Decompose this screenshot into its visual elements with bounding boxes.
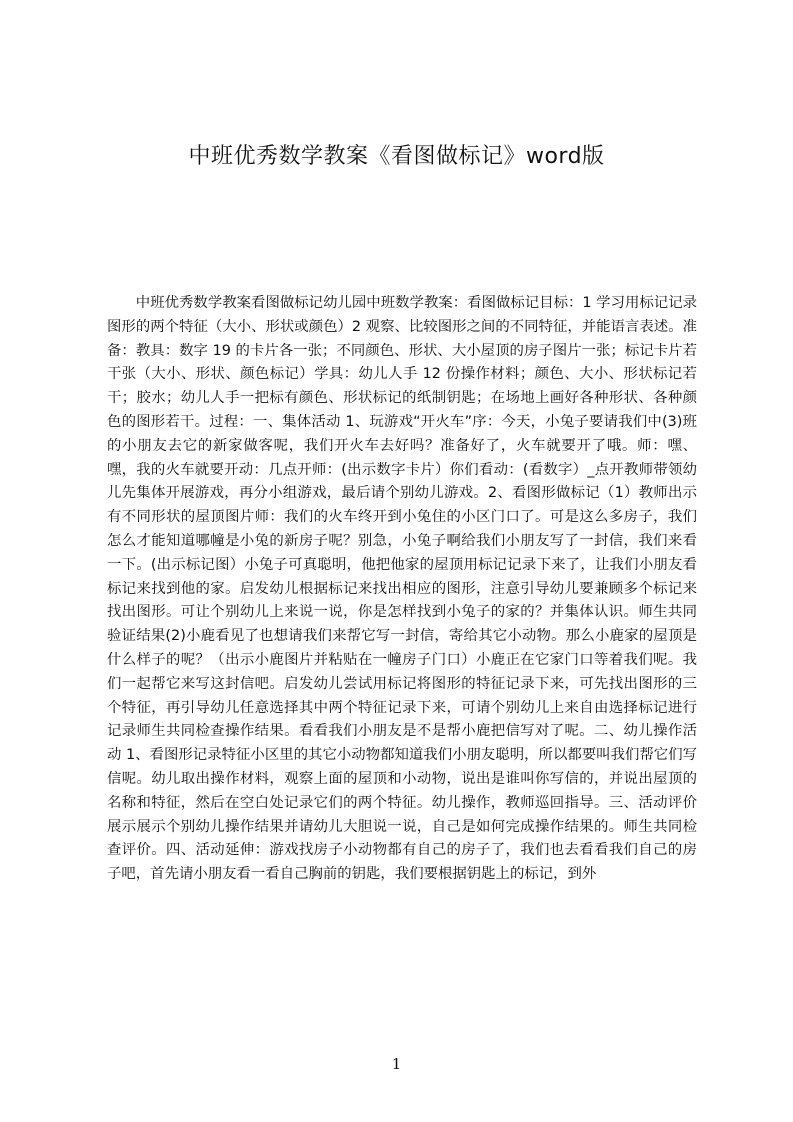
document-title: 中班优秀数学教案《看图做标记》word版 <box>188 144 605 169</box>
page-number: 1 <box>391 1055 402 1073</box>
body-paragraph: 中班优秀数学教案看图做标记幼儿园中班数学教案：看图做标记目标：1 学习用标记记录图形的两个特征（大小、形状或颜色）2 观察、比较图形之间的不同特征，并能语言表述。准备：教具：数字 19 的卡片各一张；不同颜色、形状、大小屋顶的房子图片一张；标记卡片若干张（大小、形状、颜色标记）学具：幼儿人手 12 份操作材料；颜色、大小、形状标记若干；胶水；幼儿人手一把标有颜色、形状标记的纸制钥匙；在场地上画好各种形状、各种颜色的图形若干。过程：一、集体活动 1、玩游戏“开火车”序：今天，小兔子要请我们中(3)班的小朋友去它的新家做客呢，我们开火车去好吗？准备好了，火车就要开了哦。师：嘿、嘿，我的火车就要开动：几点开师：(出示数字卡片）你们看动：(看数字）_点开教师带领幼儿先集体开展游戏，再分小组游戏，最后请个别幼儿游戏。2、看图形做标记（1）教师出示有不同形状的屋顶图片师：我们的火车终开到小兔住的小区门口了。可是这么多房子，我们怎么才能知道哪幢是小兔的新房子呢？别急，小兔子啊给我们小朋友写了一封信，我们来看一下。(出示标记图）小兔子可真聪明，他把他家的屋顶用标记记录下来了，让我们小朋友看标记来找到他的家。启发幼儿根据标记来找出相应的图形，注意引导幼儿要兼顾多个标记来找出图形。可让个别幼儿上来说一说，你是怎样找到小兔子的家的？并集体认识。师生共同验证结果(2)小鹿看见了也想请我们来帮它写一封信，寄给其它小动物。那么小鹿家的屋顶是什么样子的呢？（出示小鹿图片并粘贴在一幢房子门口）小鹿正在它家门口等着我们呢。我们一起帮它来写这封信吧。启发幼儿尝试用标记将图形的特征记录下来，可先找出图形的三个特征，再引导幼儿任意选择其中两个特征记录下来，可请个别幼儿上来自由选择标记进行记录师生共同检查操作结果。看看我们小朋友是不是帮小鹿把信写对了呢。二、幼儿操作活动 1、看图形记录特征小区里的其它小动物都知道我们小朋友聪明，所以都要叫我们帮它们写信呢。幼儿取出操作材料，观察上面的屋顶和小动物，说出是谁叫你写信的，并说出屋顶的名称和特征，然后在空白处记录它们的两个特征。幼儿操作，教师巡回指导。三、活动评价展示展示个别幼儿操作结果并请幼儿大胆说一说，自己是如何完成操作结果的。师生共同检查评价。四、活动延伸：游戏找房子小动物都有自己的房子了，我们也去看看我们自己的房子吧，首先请小朋友看一看自己胸前的钥匙，我们要根据钥匙上的标记，到外 <box>107 295 697 883</box>
